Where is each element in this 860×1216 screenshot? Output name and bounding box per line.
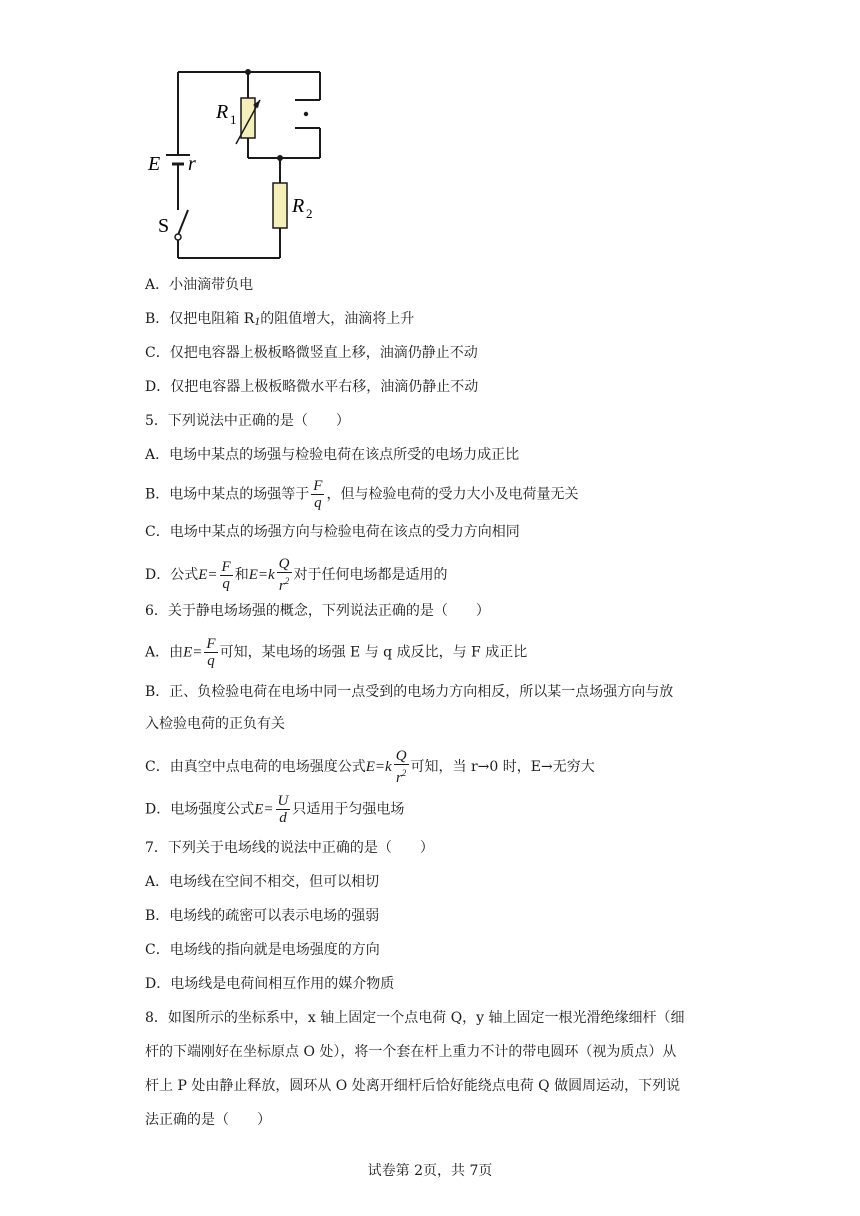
q8-stem-line1: 8．如图所示的坐标系中，x 轴上固定一个点电荷 Q，y 轴上固定一根光滑绝缘细杆（细 [145, 1010, 685, 1026]
svg-text:2: 2 [306, 206, 313, 221]
internal-resistance-label: r [188, 153, 196, 175]
q4-option-a: A．小油滴带负电 [145, 277, 254, 293]
q4-option-d: D．仅把电容器上极板略微水平右移，油滴仍静止不动 [145, 379, 479, 395]
circuit-diagram [140, 60, 340, 265]
r2-resistor [273, 183, 287, 228]
q4-option-c: C．仅把电容器上极板略微竖直上移，油滴仍静止不动 [145, 345, 478, 361]
svg-text:1: 1 [230, 112, 237, 127]
q8-stem-line3: 杆上 P 处由静止释放，圆环从 O 处离开细杆后恰好能绕点电荷 Q 做圆周运动，下列说 [145, 1078, 681, 1094]
q5-option-d: D．公式E= $\frac{F}{q}$ 和E=k $\frac{Q}{r^2}$ 对于任何电场都是适用的 [145, 556, 448, 594]
q5-option-b: B．电场中某点的场强等于 $\frac{F}{q}$ ，但与检验电荷的受力大小及电荷量无关 [145, 478, 579, 511]
q5-option-c: C．电场中某点的场强方向与检验电荷在该点的受力方向相同 [145, 524, 520, 540]
q5-stem: 5．下列说法中正确的是（ ） [145, 413, 350, 429]
q6-option-c: C．由真空中点电荷的电场强度公式E=k $\frac{Q}{r^2}$ 可知，当 r→0 时，E→无穷大 [145, 748, 595, 786]
q8-stem-line2: 杆的下端刚好在坐标原点 O 处），将一个套在杆上重力不计的带电圆环（视为质点）从 [145, 1044, 677, 1060]
q6-option-a: A．由E= $\frac{F}{q}$ 可知，某电场的场强 E 与 q 成反比，与 F 成正比 [145, 636, 528, 669]
q7-option-c: C．电场线的指向就是电场强度的方向 [145, 942, 380, 958]
q7-option-d: D．电场线是电荷间相互作用的媒介物质 [145, 976, 395, 992]
q6-option-b-line1: B．正、负检验电荷在电场中同一点受到的电场力方向相反，所以某一点场强方向与放 [145, 684, 674, 700]
q6-option-d: D．电场强度公式E= $\frac{U}{d}$ 只适用于匀强电场 [145, 793, 405, 826]
q6-option-b-line2: 入检验电荷的正负有关 [145, 716, 285, 732]
q6-stem: 6．关于静电场场强的概念，下列说法正确的是（ ） [145, 603, 490, 619]
switch-label: S [158, 215, 170, 237]
page-footer: 试卷第 2页，共 7页 [367, 1163, 493, 1179]
q8-stem-line4: 法正确的是（ ） [145, 1112, 271, 1128]
q4-option-b: B．仅把电阻箱 R1的阻值增大，油滴将上升 [145, 311, 415, 328]
oil-drop [304, 112, 308, 116]
emf-label: E [148, 153, 161, 175]
q7-option-b: B．电场线的疏密可以表示电场的强弱 [145, 908, 380, 924]
q7-option-a: A．电场线在空间不相交，但可以相切 [145, 874, 380, 890]
q7-stem: 7．下列关于电场线的说法中正确的是（ ） [145, 840, 434, 856]
q5-option-a: A．电场中某点的场强与检验电荷在该点所受的电场力成正比 [145, 447, 520, 463]
r1-label: R [216, 101, 229, 123]
r2-label: R [292, 195, 305, 217]
